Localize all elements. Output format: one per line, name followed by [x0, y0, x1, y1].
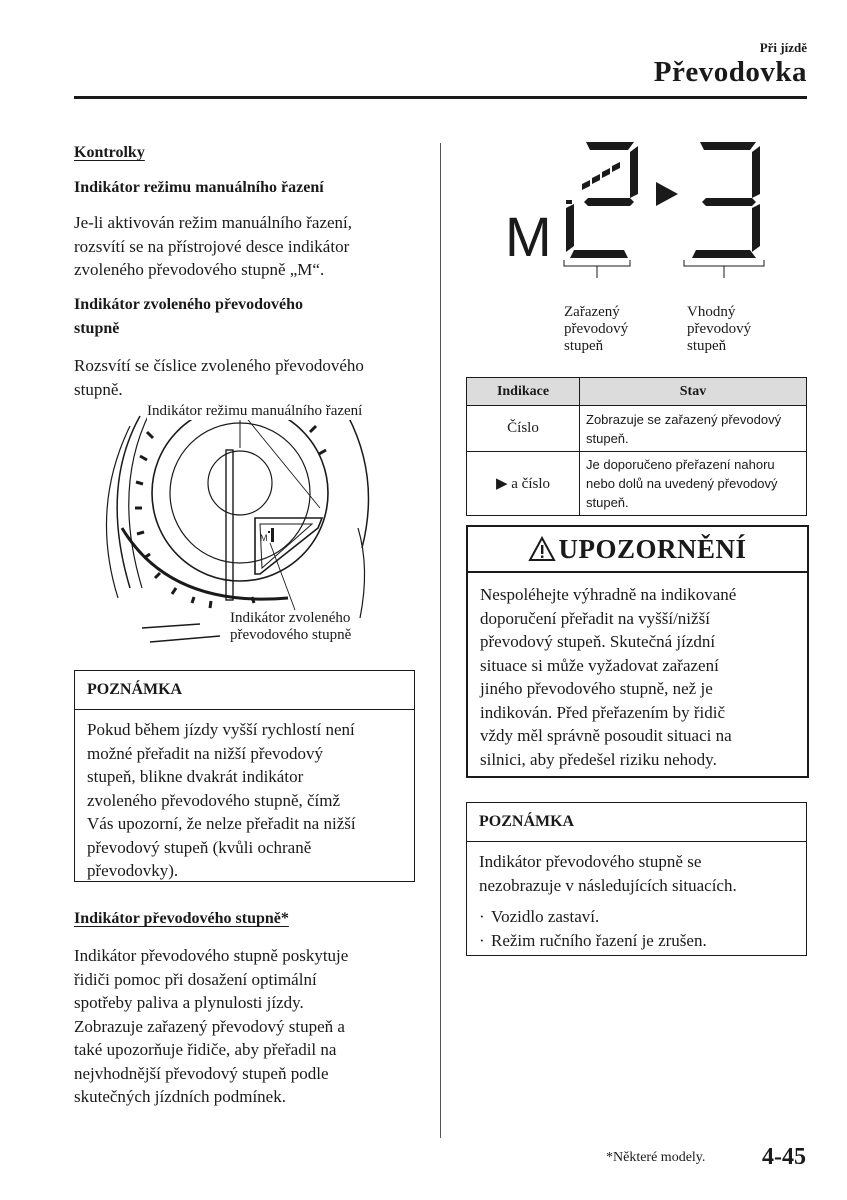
digit-suitable-gear: [692, 142, 760, 258]
section-label: Při jízdě: [759, 40, 807, 55]
gear-display-illustration: [500, 138, 780, 278]
note-box-display: [466, 802, 807, 956]
note-heading: POZNÁMKA: [467, 803, 806, 842]
bracket-suitable: [684, 260, 764, 266]
column-divider: [440, 143, 441, 1138]
needle-bar: [226, 450, 233, 600]
display-m-glyph: M: [505, 205, 552, 268]
figure-label-manual-mode: Indikátor režimu manuálního řazení: [147, 403, 363, 419]
selected-gear-text: Rozsvítí se číslice zvoleného převodového stupně.: [74, 356, 364, 399]
digit-current-gear: [566, 142, 638, 258]
warning-triangle-icon: [528, 536, 556, 562]
warning-body: Nespoléhejte výhradně na indikované doporučení přeřadit na vyšší/nižší převodový stupeň. Skutečná jízdní situace si může vyžadovat zařazení jiného převodového stupně, než je indikován. Před přeřazením by řidič vždy měl správně posoudit situaci na silnici, aby předešel riziku nehody.: [480, 585, 737, 769]
manual-mode-text: Je-li aktivován režim manuálního řazení, rozsvítí se na přístrojové desce indikátor zvoleného převodového stupně „M“.: [74, 213, 353, 279]
table-cell-state: Zobrazuje se zařazený převodový stupeň.: [580, 406, 807, 452]
gear-indicator-heading: Indikátor převodového stupně*: [74, 910, 289, 927]
manual-mode-heading: Indikátor režimu manuálního řazení: [74, 179, 324, 196]
shift-up-arrow-icon: [656, 182, 678, 206]
warning-heading: UPOZORNĚNÍ: [468, 527, 807, 573]
gear-indicator-text: Indikátor převodového stupně poskytuje řidiči pomoc při dosažení optimální spotřeby paliva a plynulosti jízdy. Zobrazuje zařazený převodový stupeň a také upozorňuje řidiče, aby přeřadil na nejvhodnější převodový stupeň podle skutečných jízdních podmínek.: [74, 946, 349, 1106]
cluster-m-glyph: M: [260, 533, 268, 543]
bracket-current: [564, 260, 630, 266]
warning-box: [466, 525, 809, 778]
selected-gear-heading: Indikátor zvoleného převodového stupně: [74, 296, 304, 337]
table-header-state: Stav: [580, 378, 807, 406]
caption-suitable-gear: Vhodný převodový stupeň: [687, 304, 752, 354]
table-row: [467, 406, 807, 452]
table-cell-indication: ▶ a číslo: [467, 452, 580, 516]
table-cell-state: Je doporučeno přeřazení nahoru nebo dolů na uvedený převodový stupeň.: [580, 452, 807, 516]
page-title: Převodovka: [653, 56, 807, 88]
center-hub: [208, 451, 272, 515]
kontrolky-heading: Kontrolky: [74, 144, 145, 161]
list-item: · Režim ručního řazení je zrušen.: [479, 930, 707, 950]
figure-label-selected-gear: Indikátor zvoleného převodového stupně: [230, 610, 352, 643]
table-row: [467, 452, 807, 516]
list-item: · Vozidlo zastaví.: [479, 907, 600, 926]
note-heading: POZNÁMKA: [75, 671, 414, 710]
table-header-indication: Indikace: [467, 378, 580, 406]
note-body: Pokud během jízdy vyšší rychlostí není možné přeřadit na nižší převodový stupeň, blikne dvakrát indikátor zvoleného převodového stupně, čímž Vás upozorní, že nelze přeřadit na nižší převodový stupeň (kvůli ochraně převodovky).: [87, 720, 356, 880]
indication-table: [466, 377, 807, 516]
note-box-downshift: [74, 670, 415, 882]
table-cell-indication: Číslo: [467, 406, 580, 452]
table-header-row: [467, 378, 807, 406]
page-number: 4-45: [762, 1144, 806, 1170]
footnote: *Některé modely.: [606, 1150, 706, 1165]
leader-line-mid: [240, 410, 320, 508]
outer-bezel-left-inner: [129, 412, 150, 588]
caption-current-gear: Zařazený převodový stupeň: [564, 304, 629, 354]
header-rule: [74, 96, 807, 99]
note-body: Indikátor převodového stupně se nezobrazuje v následujících situacích. · Vozidlo zastaví. · Režim ručního řazení je zrušen.: [467, 842, 806, 962]
